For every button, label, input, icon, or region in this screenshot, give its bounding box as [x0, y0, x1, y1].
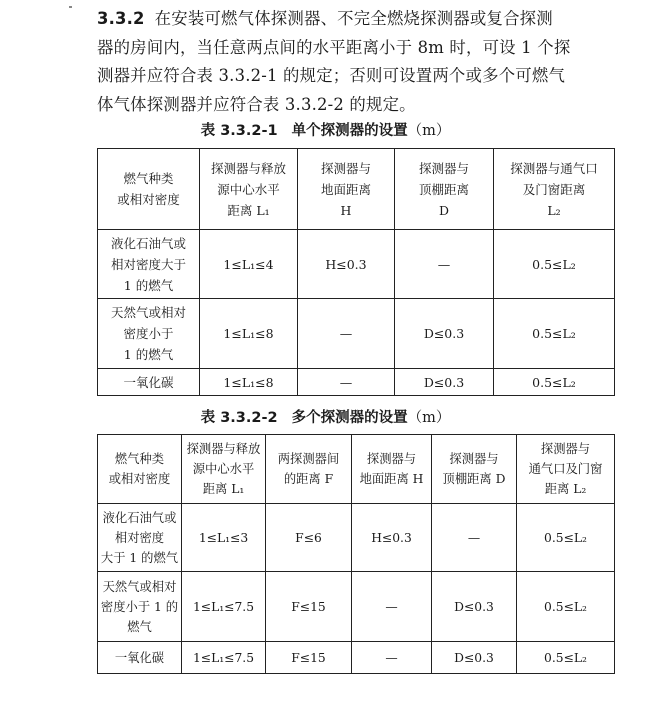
table2-caption-unit: （m）	[407, 410, 451, 426]
cell-text: 密度小于 1 的	[100, 599, 179, 614]
scan-speck	[69, 6, 72, 8]
table1	[97, 148, 615, 396]
table-cell	[395, 369, 494, 396]
table2-header-text: 探测器与	[366, 452, 417, 466]
clause-line-3: 测器并应符合表 3.3.2-1 的规定；否则可设置两个或多个可燃气	[97, 66, 566, 85]
cell-text: —	[385, 650, 398, 665]
table-cell	[432, 504, 517, 572]
cell-text: 0.5≤L₂	[532, 256, 576, 272]
table2-header-cell	[182, 435, 266, 504]
table2-header-cell	[98, 435, 182, 504]
table-cell	[432, 642, 517, 674]
table-cell	[266, 504, 352, 572]
table-row	[98, 572, 615, 642]
cell-text: 1≤L₁≤7.5	[192, 650, 255, 665]
table2-header-text: 燃气种类	[114, 452, 165, 466]
table1-header-cell	[98, 149, 200, 230]
cell-text: 天然气或相对	[102, 579, 177, 594]
clause-line-2: 器的房间内，当任意两点间的水平距离小于 8m 时，可设 1 个探	[97, 37, 571, 57]
clause-paragraph	[97, 5, 617, 119]
table-cell	[517, 572, 615, 642]
table-cell	[266, 572, 352, 642]
cell-text: 1≤L₁≤7.5	[192, 599, 255, 614]
table-row	[98, 299, 615, 369]
table1-header-text: 地面距离	[320, 181, 371, 197]
cell-text: 1 的燃气	[123, 347, 174, 362]
table-cell	[266, 642, 352, 674]
cell-text: 相对密度大于	[110, 256, 186, 272]
table-cell	[395, 299, 494, 369]
cell-text: 0.5≤L₂	[544, 530, 587, 545]
table-cell	[298, 369, 395, 396]
table2-header-text: 地面距离 H	[359, 472, 424, 486]
table2-header-text: 顶棚距离 D	[442, 472, 506, 486]
table-cell	[395, 230, 494, 299]
cell-text: F≤15	[291, 650, 326, 665]
table1-header-text: 或相对密度	[117, 192, 180, 207]
cell-text: F≤15	[291, 599, 326, 614]
cell-text: 0.5≤L₂	[532, 326, 576, 341]
table2-header-text: 源中心水平	[192, 462, 255, 476]
table-row	[98, 369, 615, 396]
table-cell	[517, 504, 615, 572]
table1-header-text: 燃气种类	[123, 171, 174, 186]
table2-header-text: 距离 L₂	[544, 482, 587, 496]
table1-header-text: H	[340, 202, 352, 218]
cell-text: 1≤L₁≤4	[223, 256, 274, 272]
table-cell	[200, 299, 298, 369]
table1-header-row	[98, 149, 615, 230]
table2-header-text: 探测器与释放	[186, 442, 261, 456]
table2-header-text: 的距离 F	[283, 472, 334, 486]
cell-text: 密度小于	[123, 326, 174, 341]
table-cell	[98, 369, 200, 396]
table-cell	[352, 504, 432, 572]
clause-number: 3.3.2	[97, 9, 145, 28]
cell-text: 燃气	[127, 619, 152, 634]
table1-header-text: 距离 L₁	[227, 202, 270, 218]
cell-text: H≤0.3	[325, 256, 367, 272]
table-cell	[352, 642, 432, 674]
table-cell	[352, 572, 432, 642]
cell-text: 0.5≤L₂	[544, 650, 587, 665]
cell-text: 一氧化碳	[114, 650, 165, 665]
cell-text: —	[339, 374, 353, 390]
cell-text: 1≤L₁≤8	[223, 374, 274, 390]
table-cell	[432, 572, 517, 642]
table1-header-text: D	[438, 202, 450, 218]
table1-caption	[0, 121, 651, 141]
cell-text: 一氧化碳	[123, 374, 174, 390]
cell-text: —	[339, 326, 353, 341]
cell-text: H≤0.3	[371, 530, 412, 545]
cell-text: 1≤L₁≤8	[223, 326, 274, 341]
cell-text: 大于 1 的燃气	[100, 550, 179, 565]
table-cell	[298, 230, 395, 299]
cell-text: 1≤L₁≤3	[198, 530, 249, 545]
table1-header-cell	[494, 149, 615, 230]
table-cell	[182, 504, 266, 572]
cell-text: D≤0.3	[454, 599, 494, 614]
table2-header-text: 探测器与	[449, 452, 499, 466]
table-row	[98, 504, 615, 572]
table-cell	[182, 642, 266, 674]
table1-header-text: L₂	[547, 202, 561, 218]
cell-text: —	[437, 256, 451, 272]
cell-text: 液化石油气或	[110, 235, 186, 251]
table-cell	[98, 299, 200, 369]
table1-header-cell	[200, 149, 298, 230]
table2	[97, 434, 615, 674]
table1-header-text: 源中心水平	[217, 181, 280, 197]
cell-text: —	[385, 599, 398, 614]
table-cell	[98, 504, 182, 572]
table2-header-text: 探测器与	[540, 442, 591, 456]
table2-caption-number: 表 3.3.2-2	[200, 410, 278, 426]
table-cell	[200, 369, 298, 396]
table2-header-text: 通气口及门窗	[528, 462, 603, 476]
table-cell	[98, 642, 182, 674]
table-cell	[298, 299, 395, 369]
table2-header-text: 或相对密度	[108, 472, 171, 486]
table2-header-cell	[517, 435, 615, 504]
cell-text: F≤6	[295, 530, 322, 545]
table1-header-text: 探测器与通气口	[510, 160, 598, 176]
cell-text: D≤0.3	[423, 326, 465, 341]
table-cell	[494, 369, 615, 396]
cell-text: 1 的燃气	[123, 277, 174, 293]
table-cell	[517, 642, 615, 674]
clause-line-1: 在安装可燃气体探测器、不完全燃烧探测器或复合探测	[154, 9, 553, 28]
table2-caption-title: 多个探测器的设置	[291, 410, 408, 426]
cell-text: 0.5≤L₂	[532, 374, 576, 390]
cell-text: D≤0.3	[423, 374, 465, 390]
cell-text: 液化石油气或	[102, 510, 177, 525]
cell-text: D≤0.3	[454, 650, 494, 665]
table-cell	[494, 299, 615, 369]
cell-text: 0.5≤L₂	[544, 599, 587, 614]
cell-text: 天然气或相对	[110, 305, 186, 320]
table1-caption-unit: （m）	[407, 123, 451, 139]
table2-header-text: 两探测器间	[277, 452, 340, 466]
table1-header-cell	[395, 149, 494, 230]
table2-header-cell	[352, 435, 432, 504]
table-cell	[98, 572, 182, 642]
table1-header-text: 探测器与	[418, 160, 469, 176]
table-cell	[200, 230, 298, 299]
table1-header-text: 顶棚距离	[418, 181, 469, 197]
table1-header-text: 及门窗距离	[522, 181, 586, 197]
table-cell	[182, 572, 266, 642]
cell-text: —	[467, 530, 481, 545]
table1-header-text: 探测器与	[320, 160, 371, 176]
table2-header-cell	[266, 435, 352, 504]
table2-caption	[0, 408, 651, 428]
table1-header-text: 探测器与释放	[210, 160, 286, 176]
table-cell	[494, 230, 615, 299]
cell-text: 相对密度	[114, 530, 165, 545]
table-cell	[98, 230, 200, 299]
table2-header-text: 距离 L₁	[202, 482, 245, 496]
table1-caption-title: 单个探测器的设置	[291, 123, 408, 139]
table2-header-cell	[432, 435, 517, 504]
clause-line-4: 体气体探测器并应符合表 3.3.2-2 的规定。	[97, 94, 416, 114]
table1-caption-number: 表 3.3.2-1	[200, 123, 278, 139]
table-row	[98, 642, 615, 674]
table-row	[98, 230, 615, 299]
table2-header-row	[98, 435, 615, 504]
table1-header-cell	[298, 149, 395, 230]
